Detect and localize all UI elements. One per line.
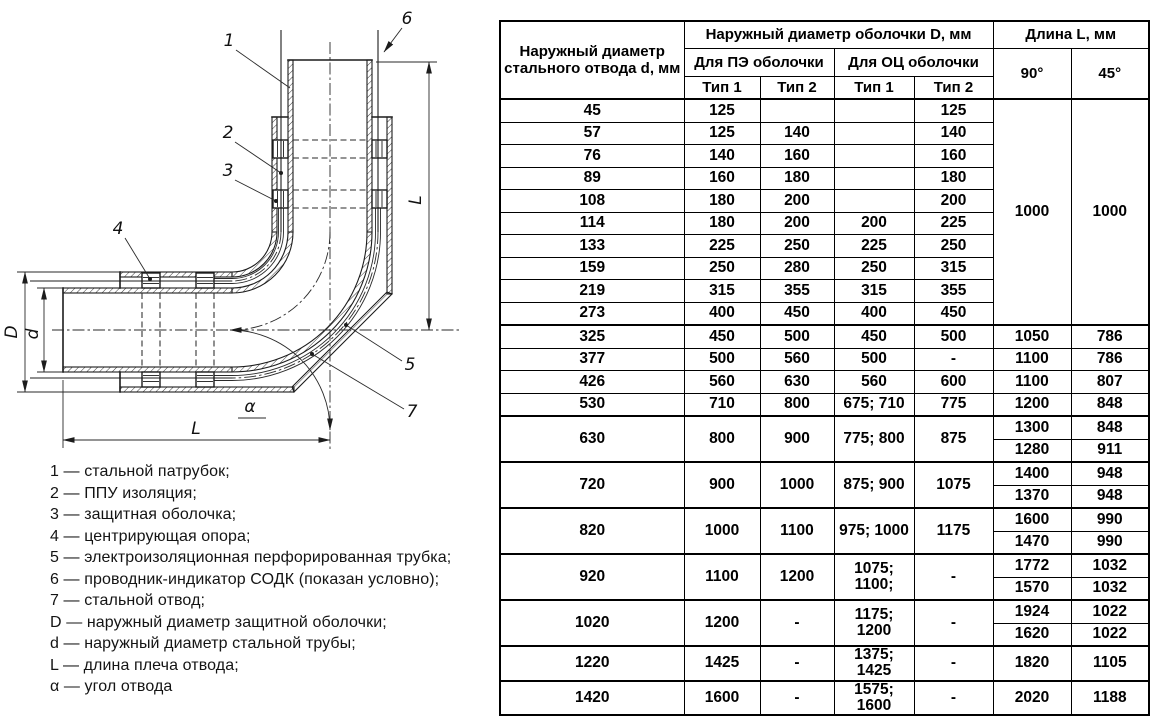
table-row (500, 416, 1149, 439)
table-cell: 225 (834, 235, 914, 258)
table-cell: 911 (1071, 439, 1149, 462)
table-cell: 500 (684, 348, 760, 371)
steel-pipe (63, 60, 372, 372)
table-row (500, 646, 1149, 681)
table-cell: 900 (760, 416, 834, 462)
table-cell (834, 190, 914, 213)
table-cell: - (914, 554, 993, 600)
table-cell: 450 (760, 302, 834, 325)
table-cell: 1370 (993, 485, 1071, 508)
table-cell: 775 (914, 393, 993, 416)
table-cell: 775; 800 (834, 416, 914, 462)
table-cell: 560 (684, 371, 760, 394)
table-cell: 990 (1071, 531, 1149, 554)
table-cell: 1570 (993, 577, 1071, 600)
table-cell: 160 (914, 145, 993, 168)
table-cell: 1188 (1071, 681, 1149, 716)
legend-item: D — наружный диаметр защитной оболочки; (50, 613, 387, 631)
table-cell: 89 (500, 167, 684, 190)
header-zn-type1: Тип 1 (834, 77, 914, 100)
table-cell (834, 167, 914, 190)
table-cell: 875 (914, 416, 993, 462)
table-row (500, 348, 1149, 371)
legend-item: L — длина плеча отвода; (50, 656, 239, 674)
legend-item: d — наружный диаметр стальной трубы; (50, 635, 356, 652)
table-row (500, 325, 1149, 348)
table-cell: 200 (914, 190, 993, 213)
table-cell: 1000 (993, 99, 1071, 325)
header-angle-90: 90° (993, 49, 1071, 100)
table-cell: 807 (1071, 371, 1149, 394)
table-cell: 250 (834, 257, 914, 280)
table-cell: 1600 (684, 681, 760, 716)
table-cell: 1280 (993, 439, 1071, 462)
table-cell: 1200 (684, 600, 760, 646)
table-cell: 2020 (993, 681, 1071, 716)
table-cell: 180 (760, 167, 834, 190)
dim-label-alpha: α (244, 397, 256, 417)
table-cell: 280 (760, 257, 834, 280)
table-cell: 355 (760, 280, 834, 303)
legend-item: 5 — электроизоляционная перфорированная трубка; (50, 549, 452, 566)
table-cell: 57 (500, 122, 684, 145)
legend-item: 6 — проводник-индикатор СОДК (показан условно); (50, 570, 440, 588)
table-cell: 720 (500, 462, 684, 508)
table-cell: 990 (1071, 508, 1149, 531)
table-cell: 786 (1071, 325, 1149, 348)
table-cell: 820 (500, 508, 684, 554)
table-cell: 560 (834, 371, 914, 394)
table-cell: 160 (684, 167, 760, 190)
table-row (500, 600, 1149, 623)
table-body (500, 99, 1149, 715)
table-row (500, 554, 1149, 577)
legend-item: 7 — стальной отвод; (50, 592, 206, 609)
table-cell: 630 (500, 416, 684, 462)
dim-label-L-vertical: L (406, 195, 426, 205)
legend-item: 4 — центрирующая опора; (50, 527, 251, 545)
table-row (500, 393, 1149, 416)
table-cell: 1820 (993, 646, 1071, 681)
table-cell: 159 (500, 257, 684, 280)
table-cell: 225 (684, 235, 760, 258)
table-cell: 1175 (914, 508, 993, 554)
table-cell (834, 122, 914, 145)
table-cell: 1400 (993, 462, 1071, 485)
drawing-legend (50, 461, 451, 698)
table-cell: 1022 (1071, 623, 1149, 646)
table-cell: 1000 (760, 462, 834, 508)
table-cell: 1100 (993, 371, 1071, 394)
table-cell (834, 99, 914, 122)
callout-4: 4 (112, 219, 124, 239)
callout-7: 7 (406, 402, 418, 422)
table-cell: 1200 (993, 393, 1071, 416)
table-cell: 975; 1000 (834, 508, 914, 554)
table-cell: 219 (500, 280, 684, 303)
callout-3: 3 (222, 161, 234, 181)
table-cell: 1032 (1071, 577, 1149, 600)
legend-item: 1 — стальной патрубок; (50, 463, 230, 480)
table-cell: - (760, 646, 834, 681)
table-cell: 948 (1071, 462, 1149, 485)
table-cell: 848 (1071, 416, 1149, 439)
table-cell: 500 (760, 325, 834, 348)
table-cell: 1425 (684, 646, 760, 681)
legend-item: 2 — ППУ изоляция; (50, 484, 197, 502)
table-cell: 948 (1071, 485, 1149, 508)
table-cell: 450 (834, 325, 914, 348)
table-cell: 1022 (1071, 600, 1149, 623)
table-cell: 1000 (684, 508, 760, 554)
elbow-section-drawing (0, 0, 497, 460)
callout-6: 6 (401, 9, 413, 29)
table-cell: 1000 (1071, 99, 1149, 325)
table-cell: 1575; 1600 (834, 681, 914, 716)
table-cell: 1200 (760, 554, 834, 600)
callout-5: 5 (404, 355, 416, 375)
table-cell: 1420 (500, 681, 684, 716)
table-cell: 1100 (760, 508, 834, 554)
table-cell: 140 (760, 122, 834, 145)
table-cell: 710 (684, 393, 760, 416)
table-cell: 786 (1071, 348, 1149, 371)
table-cell: 1220 (500, 646, 684, 681)
table-cell: 450 (914, 302, 993, 325)
legend-item: 3 — защитная оболочка; (50, 506, 237, 523)
header-length-group: Длина L, мм (993, 21, 1149, 49)
table-cell: 125 (914, 99, 993, 122)
table-cell: 1032 (1071, 554, 1149, 577)
table-cell: 1020 (500, 600, 684, 646)
table-cell: 133 (500, 235, 684, 258)
legend-item: α — угол отвода (50, 678, 173, 695)
table-cell: 273 (500, 302, 684, 325)
table-row (500, 99, 1149, 122)
header-pe-type2: Тип 2 (760, 77, 834, 100)
table-cell: 800 (684, 416, 760, 462)
table-cell: - (914, 681, 993, 716)
table-row (500, 371, 1149, 394)
header-zn-shell: Для ОЦ оболочки (834, 49, 993, 77)
table-cell (760, 99, 834, 122)
table-cell: 377 (500, 348, 684, 371)
table-cell: 530 (500, 393, 684, 416)
table-cell: 225 (914, 212, 993, 235)
dimensions-table (499, 20, 1150, 716)
table-cell: 250 (684, 257, 760, 280)
table-header (500, 21, 1149, 99)
table-cell: 315 (684, 280, 760, 303)
table-cell: 125 (684, 99, 760, 122)
table-cell: 400 (834, 302, 914, 325)
table-cell: - (914, 646, 993, 681)
table-cell: 180 (684, 212, 760, 235)
table-cell: 1772 (993, 554, 1071, 577)
callout-1: 1 (223, 31, 235, 51)
table-cell: 1620 (993, 623, 1071, 646)
dim-label-D: D (2, 325, 22, 339)
table-cell: 1300 (993, 416, 1071, 439)
table-cell: 180 (684, 190, 760, 213)
sodk-wires (30, 30, 378, 378)
header-pe-shell: Для ПЭ оболочки (684, 49, 834, 77)
table-cell: 1375; 1425 (834, 646, 914, 681)
table-cell: 160 (760, 145, 834, 168)
table-cell: 1075 (914, 462, 993, 508)
table-row (500, 462, 1149, 485)
table-cell: 426 (500, 371, 684, 394)
table-cell: 200 (760, 190, 834, 213)
header-angle-45: 45° (1071, 49, 1149, 100)
table-cell: - (760, 681, 834, 716)
table-cell: 45 (500, 99, 684, 122)
table-cell: 108 (500, 190, 684, 213)
table-cell: 1470 (993, 531, 1071, 554)
table-cell: 1924 (993, 600, 1071, 623)
table-cell: 200 (834, 212, 914, 235)
table-cell: 355 (914, 280, 993, 303)
table-cell: 1075; 1100; (834, 554, 914, 600)
dim-label-d: d (23, 328, 43, 340)
table-cell: 1175; 1200 (834, 600, 914, 646)
table-cell: 500 (834, 348, 914, 371)
table-cell: 125 (684, 122, 760, 145)
header-shell-diameter-group: Наружный диаметр оболочки D, мм (684, 21, 993, 49)
table-cell: 920 (500, 554, 684, 600)
table-cell: - (760, 600, 834, 646)
table-cell: 250 (760, 235, 834, 258)
table-cell: - (914, 600, 993, 646)
table-cell (834, 145, 914, 168)
table-cell: 76 (500, 145, 684, 168)
table-cell: 900 (684, 462, 760, 508)
table-cell: 315 (834, 280, 914, 303)
table-cell: 600 (914, 371, 993, 394)
header-pe-type1: Тип 1 (684, 77, 760, 100)
table-cell: - (914, 348, 993, 371)
table-cell: 848 (1071, 393, 1149, 416)
table-cell: 1100 (684, 554, 760, 600)
table-cell: 560 (760, 348, 834, 371)
table-cell: 140 (914, 122, 993, 145)
table-cell: 450 (684, 325, 760, 348)
table-cell: 1105 (1071, 646, 1149, 681)
dim-label-L-horizontal: L (191, 419, 201, 439)
table-cell: 675; 710 (834, 393, 914, 416)
table-cell: 800 (760, 393, 834, 416)
table-cell: 140 (684, 145, 760, 168)
table-cell: 250 (914, 235, 993, 258)
header-zn-type2: Тип 2 (914, 77, 993, 100)
table-row (500, 508, 1149, 531)
table-cell: 325 (500, 325, 684, 348)
table-row (500, 681, 1149, 716)
table-cell: 114 (500, 212, 684, 235)
table-cell: 500 (914, 325, 993, 348)
table-cell: 180 (914, 167, 993, 190)
callout-2: 2 (222, 123, 234, 143)
table-cell: 875; 900 (834, 462, 914, 508)
table-cell: 1100 (993, 348, 1071, 371)
table-cell: 200 (760, 212, 834, 235)
header-steel-diameter: Наружный диаметр стального отвода d, мм (500, 21, 684, 99)
table-cell: 1600 (993, 508, 1071, 531)
table-cell: 315 (914, 257, 993, 280)
table-cell: 630 (760, 371, 834, 394)
table-cell: 400 (684, 302, 760, 325)
table-cell: 1050 (993, 325, 1071, 348)
